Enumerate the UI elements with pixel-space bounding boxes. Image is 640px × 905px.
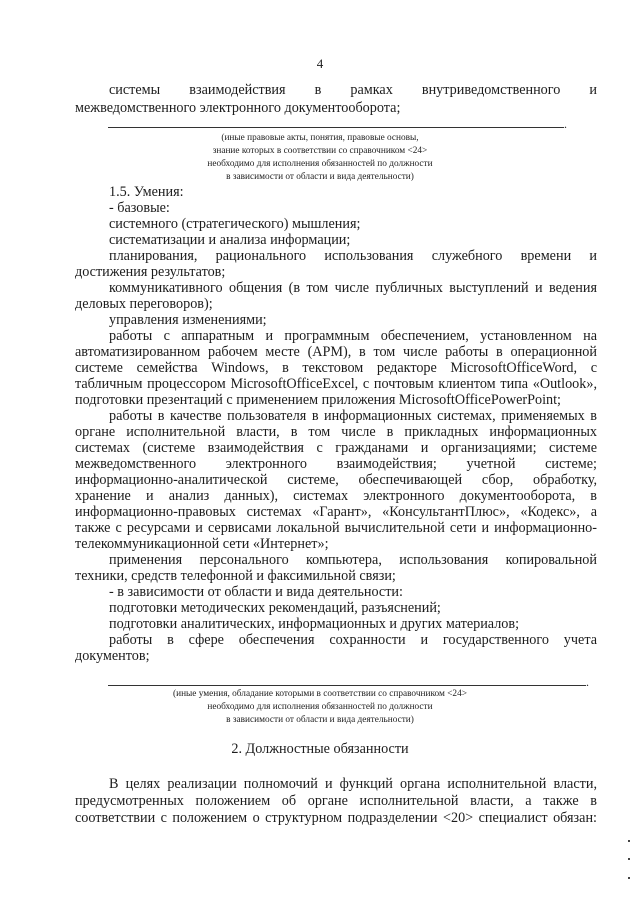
text-line: планирования, рационального использования служебного времени и xyxy=(109,248,597,264)
note-line: знание которых в соответствии со справочником <24> xyxy=(212,146,428,156)
scan-mark xyxy=(628,877,630,879)
text-line: - базовые: xyxy=(109,200,170,216)
text-line: системы взаимодействия в рамках внутриведомственного и xyxy=(109,82,597,98)
note-line: (иные правовые акты, понятия, правовые основы, xyxy=(221,133,419,143)
scan-mark xyxy=(628,858,630,860)
text-line: системного (стратегического) мышления; xyxy=(109,216,361,232)
text-line: управления изменениями; xyxy=(109,312,267,328)
text-line: деловых переговоров); xyxy=(75,296,213,312)
text-line: работы в сфере обеспечения сохранности и государственного учета xyxy=(109,632,597,648)
text-line: подготовки аналитических, информационных и других материалов; xyxy=(109,616,520,632)
text-line: техники, средств телефонной и факсимильной связи; xyxy=(75,568,396,584)
text-line: хранение и анализ данных), системах электронного документооборота, в xyxy=(75,488,597,504)
text-line: также с ресурсами и сервисами локальной вычислительной сети и информационно- xyxy=(75,520,597,536)
text-line: системах (системе взаимодействия с гражданами и организациями; системе xyxy=(75,440,597,456)
text-line: телекоммуникационной сети «Интернет»; xyxy=(75,536,329,552)
scan-mark xyxy=(628,840,630,842)
fill-in-rule xyxy=(108,127,564,128)
text-line: подготовки методических рекомендаций, разъяснений; xyxy=(109,600,441,616)
text-line: органе исполнительной власти, в том числе в прикладных информационных xyxy=(75,424,597,440)
text-line: работы с аппаратным и программным обеспечением, установленном на xyxy=(109,328,597,344)
note-line: в зависимости от области и вида деятельности) xyxy=(226,172,414,182)
text-line: работы в качестве пользователя в информационных системах, применяемых в xyxy=(109,408,597,424)
text-line: соответствии с положением о структурном подразделении <20> специалист обязан: xyxy=(75,810,597,826)
text-line: систематизации и анализа информации; xyxy=(109,232,351,248)
text-line: информационно-аналитической системе, обеспечивающей сбор, обработку, xyxy=(75,472,597,488)
text-line: - в зависимости от области и вида деятельности: xyxy=(109,584,403,600)
dot-mark: . xyxy=(586,675,589,689)
text-line: межведомственного электронного документооборота; xyxy=(75,100,401,116)
text-line: В целях реализации полномочий и функций органа исполнительной власти, xyxy=(109,776,597,792)
text-line: автоматизированном рабочем месте (АРМ), в том числе работы в операционной xyxy=(75,344,597,360)
text-line: подготовки презентаций с применением приложения MicrosoftOfficePowerPoint; xyxy=(75,392,561,408)
section-heading: 2. Должностные обязанности xyxy=(231,741,409,757)
fill-in-rule xyxy=(108,685,586,686)
section-title: 1.5. Умения: xyxy=(109,184,184,200)
text-line: достижения результатов; xyxy=(75,264,226,280)
text-line: табличным процессором MicrosoftOfficeExcel, с почтовым клиентом типа «Outlook», xyxy=(75,376,597,392)
text-line: коммуникативного общения (в том числе публичных выступлений и ведения xyxy=(109,280,597,296)
note-line: (иные умения, обладание которыми в соответствии со справочником <24> xyxy=(173,689,467,699)
text-line: предусмотренных положением об органе исполнительной власти, а также в xyxy=(75,793,597,809)
dot-mark: . xyxy=(564,117,567,131)
text-line: информационно-правовых системах «Гарант», «КонсультантПлюс», «Кодекс», а xyxy=(75,504,597,520)
page-number: 4 xyxy=(316,56,324,71)
text-line: применения персонального компьютера, использования копировальной xyxy=(109,552,597,568)
text-line: системе семейства Windows, в текстовом редакторе MicrosoftOfficeWord, с xyxy=(75,360,597,376)
note-line: необходимо для исполнения обязанностей по должности xyxy=(207,159,433,169)
note-line: в зависимости от области и вида деятельности) xyxy=(226,715,414,725)
note-line: необходимо для исполнения обязанностей по должности xyxy=(207,702,433,712)
text-line: документов; xyxy=(75,648,150,664)
text-line: межведомственного электронного взаимодействия; учетной системе; xyxy=(75,456,597,472)
